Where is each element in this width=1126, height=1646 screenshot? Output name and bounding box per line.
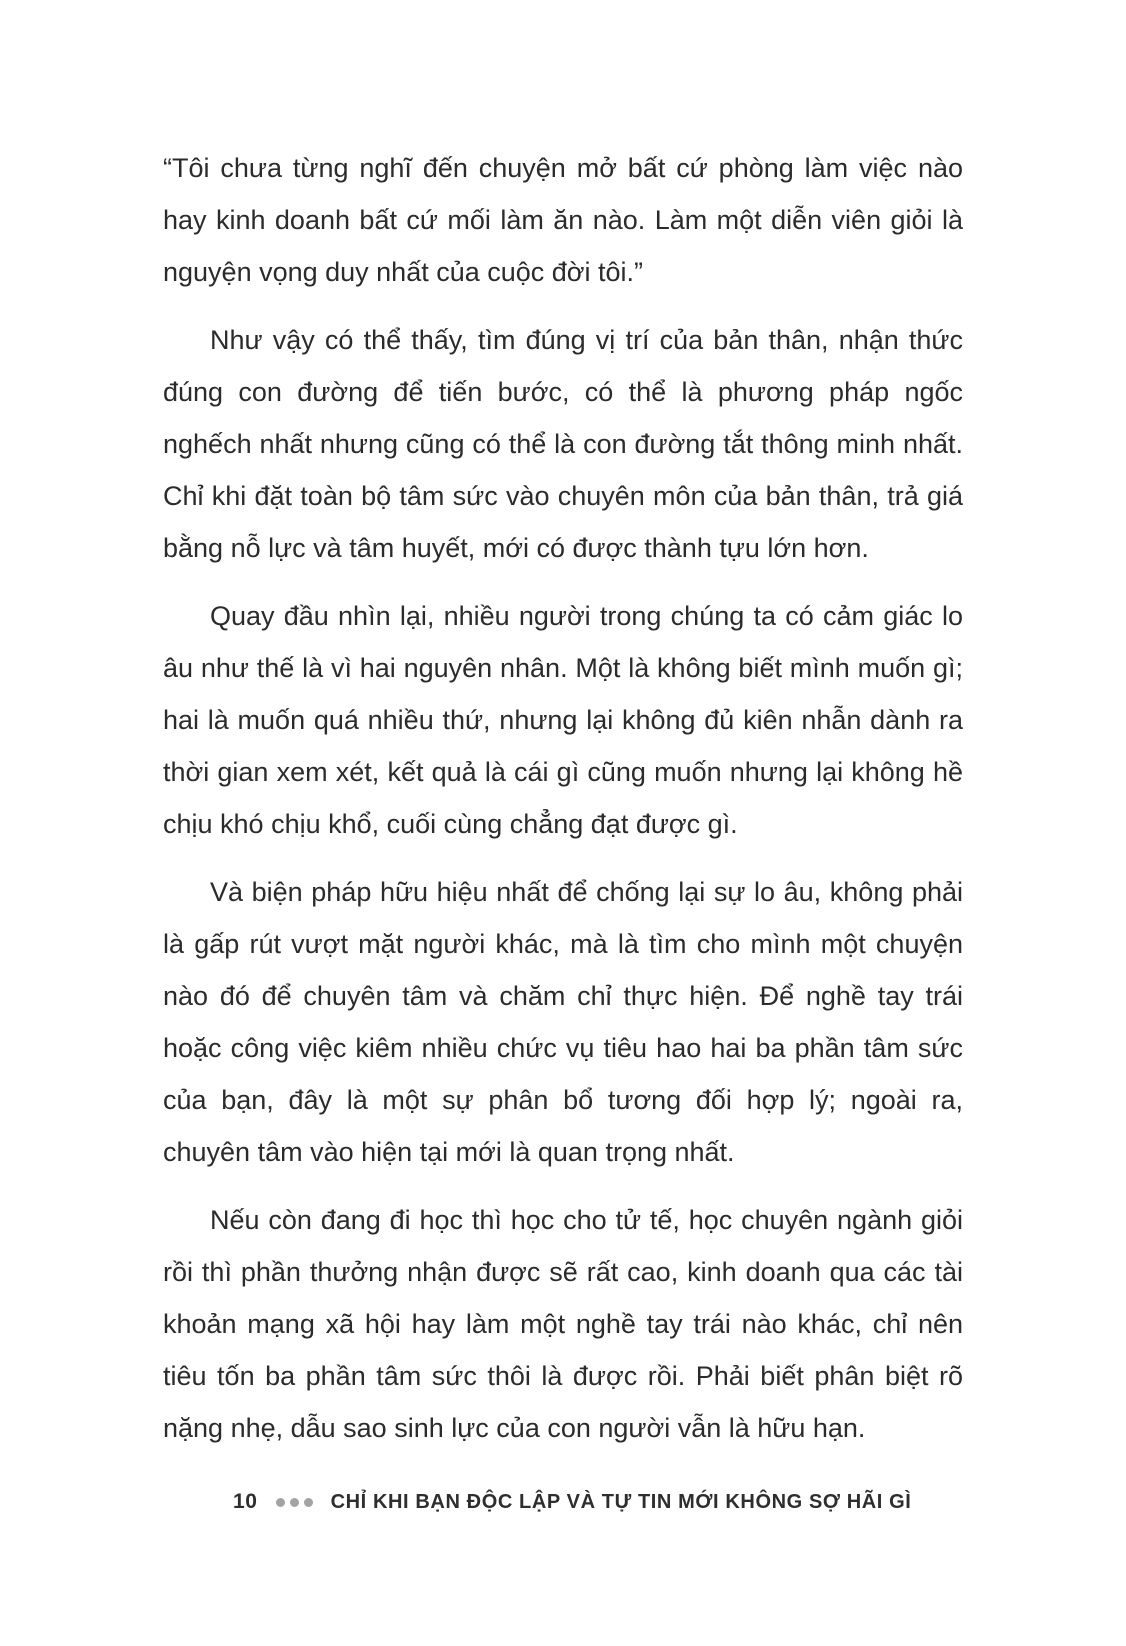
page-number: 10 xyxy=(233,1490,258,1513)
dot-icon xyxy=(304,1498,313,1507)
paragraph-3: Quay đầu nhìn lại, nhiều người trong chúng ta có cảm giác lo âu như thế là vì hai nguyên nhân. Một là không biết mình muốn gì; hai là muốn quá nhiều thứ, nhưng lại không đủ kiên nhẫn dành ra thời gian xem xét, kết quả là cái gì cũng muốn nhưng lại không hề chịu khó chịu khổ, cuối cùng chẳng đạt được gì. xyxy=(163,601,963,839)
dot-icon xyxy=(276,1498,285,1507)
running-title: CHỈ KHI BẠN ĐỘC LẬP VÀ TỰ TIN MỚI KHÔNG SỢ HÃI GÌ xyxy=(330,1490,912,1513)
separator-dots-icon xyxy=(276,1498,313,1507)
paragraph-5: Nếu còn đang đi học thì học cho tử tế, học chuyên ngành giỏi rồi thì phần thưởng nhận được sẽ rất cao, kinh doanh qua các tài khoản mạng xã hội hay làm một nghề tay trái nào khác, chỉ nên tiêu tốn ba phần tâm sức thôi là được rồi. Phải biết phân biệt rõ nặng nhẹ, dẫu sao sinh lực của con người vẫn là hữu hạn. xyxy=(163,1205,963,1443)
page-footer xyxy=(233,1487,911,1517)
dot-icon xyxy=(290,1498,299,1507)
paragraph-4: Và biện pháp hữu hiệu nhất để chống lại sự lo âu, không phải là gấp rút vượt mặt người khác, mà là tìm cho mình một chuyện nào đó để chuyên tâm và chăm chỉ thực hiện. Để nghề tay trái hoặc công việc kiêm nhiều chức vụ tiêu hao hai ba phần tâm sức của bạn, đây là một sự phân bổ tương đối hợp lý; ngoài ra, chuyên tâm vào hiện tại mới là quan trọng nhất. xyxy=(163,877,963,1167)
paragraph-quote: “Tôi chưa từng nghĩ đến chuyện mở bất cứ phòng làm việc nào hay kinh doanh bất cứ mối làm ăn nào. Làm một diễn viên giỏi là nguyện vọng duy nhất của cuộc đời tôi.” xyxy=(163,153,963,287)
paragraph-2: Như vậy có thể thấy, tìm đúng vị trí của bản thân, nhận thức đúng con đường để tiến bước, có thể là phương pháp ngốc nghếch nhất nhưng cũng có thể là con đường tắt thông minh nhất. Chỉ khi đặt toàn bộ tâm sức vào chuyên môn của bản thân, trả giá bằng nỗ lực và tâm huyết, mới có được thành tựu lớn hơn. xyxy=(163,325,963,563)
body-text xyxy=(163,142,963,1470)
